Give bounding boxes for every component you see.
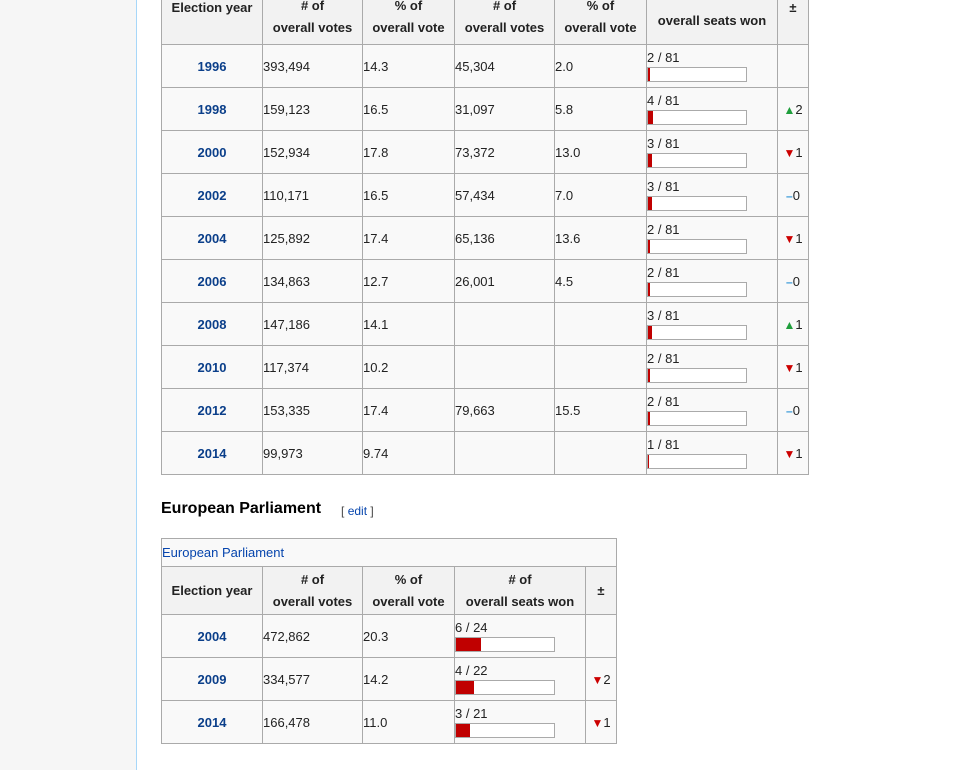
pct-a-cell: 17.8 bbox=[363, 131, 455, 174]
seats-bar bbox=[455, 680, 555, 695]
table-row bbox=[162, 701, 617, 744]
votes-a-cell: 99,973 bbox=[263, 432, 363, 475]
seats-bar bbox=[647, 153, 747, 168]
change-value: 2 bbox=[603, 671, 611, 687]
votes-a-cell: 147,186 bbox=[263, 303, 363, 346]
seats-bar-fill bbox=[648, 369, 650, 382]
pct-b-cell bbox=[555, 303, 647, 346]
section-edit: [ edit ] bbox=[341, 504, 374, 518]
section-heading-european-parliament: European Parliament bbox=[161, 500, 322, 517]
pct-b-cell: 4.5 bbox=[555, 260, 647, 303]
votes-cell: 166,478 bbox=[263, 701, 363, 744]
seats-cell bbox=[455, 658, 586, 701]
seats-bar bbox=[455, 637, 555, 652]
seats-label: 2 / 81 bbox=[647, 222, 680, 237]
change-cell bbox=[586, 658, 617, 701]
election-results-table bbox=[161, 0, 809, 475]
votes-b-cell: 73,372 bbox=[455, 131, 555, 174]
seats-bar bbox=[455, 723, 555, 738]
pct-b-cell bbox=[555, 346, 647, 389]
pct-cell: 20.3 bbox=[363, 615, 455, 658]
table-row bbox=[162, 615, 617, 658]
seats-label: 6 / 24 bbox=[455, 620, 488, 635]
change-cell bbox=[778, 174, 809, 217]
seats-label: 2 / 81 bbox=[647, 351, 680, 366]
change-cell bbox=[778, 217, 809, 260]
seats-bar bbox=[647, 368, 747, 383]
seats-label: 2 / 81 bbox=[647, 50, 680, 65]
votes-a-cell: 125,892 bbox=[263, 217, 363, 260]
seats-bar bbox=[647, 454, 747, 469]
seats-bar-fill bbox=[648, 197, 652, 210]
table-row bbox=[162, 217, 809, 260]
seats-bar bbox=[647, 239, 747, 254]
table-row bbox=[162, 174, 809, 217]
year-link[interactable]: 2004 bbox=[162, 217, 263, 260]
pct-a-cell: 9.74 bbox=[363, 432, 455, 475]
table-row bbox=[162, 260, 809, 303]
change-cell bbox=[778, 303, 809, 346]
table-row bbox=[162, 303, 809, 346]
pct-a-cell: 12.7 bbox=[363, 260, 455, 303]
col-header-year: Election year bbox=[162, 567, 263, 615]
seats-bar-fill bbox=[456, 681, 474, 694]
seats-label: 2 / 81 bbox=[647, 265, 680, 280]
european-parliament-table bbox=[161, 538, 617, 744]
pct-a-cell: 16.5 bbox=[363, 88, 455, 131]
change-value: 1 bbox=[795, 445, 803, 461]
year-link[interactable]: 2000 bbox=[162, 131, 263, 174]
change-cell bbox=[778, 389, 809, 432]
seats-bar bbox=[647, 67, 747, 82]
pct-cell: 11.0 bbox=[363, 701, 455, 744]
pct-a-cell: 14.1 bbox=[363, 303, 455, 346]
change-value: 1 bbox=[795, 359, 803, 375]
change-down-icon: ▼ bbox=[591, 715, 604, 730]
seats-label: 3 / 81 bbox=[647, 308, 680, 323]
votes-b-cell: 31,097 bbox=[455, 88, 555, 131]
col-header-votes-a: # of overall votes bbox=[263, 0, 363, 45]
votes-b-cell: 57,434 bbox=[455, 174, 555, 217]
col-header-pct-a: % of overall vote bbox=[363, 0, 455, 45]
seats-cell bbox=[647, 217, 778, 260]
year-link[interactable]: 2008 bbox=[162, 303, 263, 346]
change-cell bbox=[586, 615, 617, 658]
change-value: 1 bbox=[795, 230, 803, 246]
seats-label: 1 / 81 bbox=[647, 437, 680, 452]
change-up-icon: ▲ bbox=[783, 317, 796, 332]
seats-bar-fill bbox=[648, 455, 649, 468]
seats-label: 3 / 21 bbox=[455, 706, 488, 721]
year-link[interactable]: 2014 bbox=[162, 701, 263, 744]
table-row bbox=[162, 389, 809, 432]
votes-b-cell: 79,663 bbox=[455, 389, 555, 432]
col-header-pct: % of overall vote bbox=[363, 567, 455, 615]
table-row bbox=[162, 45, 809, 88]
pct-a-cell: 14.3 bbox=[363, 45, 455, 88]
seats-cell bbox=[455, 701, 586, 744]
seats-bar-fill bbox=[648, 154, 652, 167]
votes-a-cell: 159,123 bbox=[263, 88, 363, 131]
votes-b-cell bbox=[455, 303, 555, 346]
votes-b-cell bbox=[455, 432, 555, 475]
votes-a-cell: 393,494 bbox=[263, 45, 363, 88]
votes-a-cell: 152,934 bbox=[263, 131, 363, 174]
pct-b-cell: 13.0 bbox=[555, 131, 647, 174]
pct-b-cell: 13.6 bbox=[555, 217, 647, 260]
seats-bar bbox=[647, 325, 747, 340]
seats-bar bbox=[647, 411, 747, 426]
seats-cell bbox=[647, 389, 778, 432]
votes-a-cell: 110,171 bbox=[263, 174, 363, 217]
col-header-change: ± bbox=[778, 0, 809, 45]
change-value: 0 bbox=[792, 187, 800, 203]
table-row bbox=[162, 88, 809, 131]
change-value: 1 bbox=[795, 144, 803, 160]
change-same-icon: – bbox=[786, 403, 793, 418]
pct-a-cell: 10.2 bbox=[363, 346, 455, 389]
seats-cell bbox=[647, 303, 778, 346]
votes-b-cell: 65,136 bbox=[455, 217, 555, 260]
seats-bar-fill bbox=[648, 283, 650, 296]
change-value: 0 bbox=[792, 402, 800, 418]
change-value: 0 bbox=[792, 273, 800, 289]
change-cell bbox=[778, 131, 809, 174]
seats-bar-fill bbox=[456, 638, 481, 651]
table-row bbox=[162, 658, 617, 701]
col-header-votes: # of overall votes bbox=[263, 567, 363, 615]
col-header-seats: overall seats won bbox=[647, 0, 778, 45]
pct-cell: 14.2 bbox=[363, 658, 455, 701]
seats-label: 3 / 81 bbox=[647, 179, 680, 194]
votes-cell: 334,577 bbox=[263, 658, 363, 701]
change-value: 1 bbox=[603, 714, 611, 730]
year-link[interactable]: 2012 bbox=[162, 389, 263, 432]
change-down-icon: ▼ bbox=[783, 360, 796, 375]
seats-cell bbox=[647, 174, 778, 217]
votes-a-cell: 153,335 bbox=[263, 389, 363, 432]
seats-bar-fill bbox=[648, 240, 650, 253]
pct-b-cell: 15.5 bbox=[555, 389, 647, 432]
pct-b-cell: 2.0 bbox=[555, 45, 647, 88]
seats-cell bbox=[647, 131, 778, 174]
pct-b-cell bbox=[555, 432, 647, 475]
seats-bar-fill bbox=[648, 111, 653, 124]
year-link[interactable]: 2006 bbox=[162, 260, 263, 303]
change-down-icon: ▼ bbox=[591, 672, 604, 687]
votes-b-cell: 45,304 bbox=[455, 45, 555, 88]
year-link[interactable]: 2009 bbox=[162, 658, 263, 701]
seats-bar-fill bbox=[456, 724, 470, 737]
seats-bar bbox=[647, 110, 747, 125]
year-link[interactable]: 1996 bbox=[162, 45, 263, 88]
seats-label: 4 / 22 bbox=[455, 663, 488, 678]
change-cell bbox=[778, 45, 809, 88]
seats-cell bbox=[647, 45, 778, 88]
change-value: 1 bbox=[795, 316, 803, 332]
seats-bar-fill bbox=[648, 412, 650, 425]
year-link[interactable]: 2010 bbox=[162, 346, 263, 389]
seats-bar bbox=[647, 282, 747, 297]
col-header-pct-b: % of overall vote bbox=[555, 0, 647, 45]
seats-bar bbox=[647, 196, 747, 211]
seats-cell bbox=[647, 432, 778, 475]
votes-a-cell: 117,374 bbox=[263, 346, 363, 389]
change-cell bbox=[778, 346, 809, 389]
change-down-icon: ▼ bbox=[783, 231, 796, 246]
seats-bar-fill bbox=[648, 326, 652, 339]
year-link[interactable]: 2014 bbox=[162, 432, 263, 475]
change-same-icon: – bbox=[786, 188, 793, 203]
votes-b-cell: 26,001 bbox=[455, 260, 555, 303]
col-header-seats: # of overall seats won bbox=[455, 567, 586, 615]
change-value: 2 bbox=[795, 101, 803, 117]
col-header-votes-b: # of overall votes bbox=[455, 0, 555, 45]
seats-cell bbox=[647, 260, 778, 303]
change-cell bbox=[778, 88, 809, 131]
year-link[interactable]: 2002 bbox=[162, 174, 263, 217]
change-cell bbox=[778, 432, 809, 475]
votes-a-cell: 134,863 bbox=[263, 260, 363, 303]
pct-b-cell: 7.0 bbox=[555, 174, 647, 217]
year-link[interactable]: 1998 bbox=[162, 88, 263, 131]
change-down-icon: ▼ bbox=[783, 446, 796, 461]
pct-a-cell: 17.4 bbox=[363, 389, 455, 432]
seats-label: 3 / 81 bbox=[647, 136, 680, 151]
seats-cell bbox=[647, 346, 778, 389]
edit-link[interactable]: edit bbox=[347, 504, 368, 518]
seats-label: 4 / 81 bbox=[647, 93, 680, 108]
year-link[interactable]: 2004 bbox=[162, 615, 263, 658]
pct-a-cell: 16.5 bbox=[363, 174, 455, 217]
table-row bbox=[162, 432, 809, 475]
table-caption[interactable]: European Parliament bbox=[162, 539, 617, 567]
col-header-year: Election year bbox=[162, 0, 263, 45]
pct-b-cell: 5.8 bbox=[555, 88, 647, 131]
seats-label: 2 / 81 bbox=[647, 394, 680, 409]
seats-cell bbox=[455, 615, 586, 658]
table-row bbox=[162, 131, 809, 174]
votes-b-cell bbox=[455, 346, 555, 389]
votes-cell: 472,862 bbox=[263, 615, 363, 658]
change-same-icon: – bbox=[786, 274, 793, 289]
pct-a-cell: 17.4 bbox=[363, 217, 455, 260]
change-up-icon: ▲ bbox=[783, 102, 796, 117]
table-row bbox=[162, 346, 809, 389]
change-down-icon: ▼ bbox=[783, 145, 796, 160]
change-cell bbox=[778, 260, 809, 303]
change-cell bbox=[586, 701, 617, 744]
seats-cell bbox=[647, 88, 778, 131]
seats-bar-fill bbox=[648, 68, 650, 81]
col-header-change: ± bbox=[586, 567, 617, 615]
